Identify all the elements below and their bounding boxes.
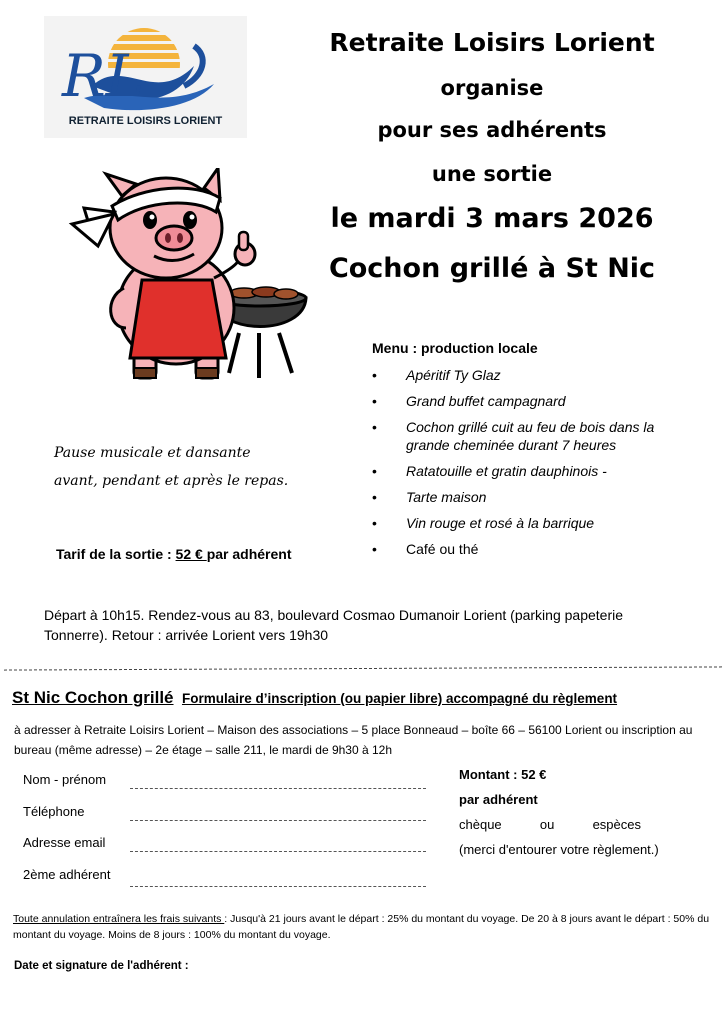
payment-options xyxy=(459,817,641,832)
header-line4: une sortie xyxy=(431,162,553,186)
menu-item: • Café ou thé xyxy=(372,541,479,557)
header-line2: organise xyxy=(440,76,544,100)
logo-graphic xyxy=(44,16,247,116)
payment-or: ou xyxy=(539,817,555,832)
form-title: St Nic Cochon grillé xyxy=(12,688,174,707)
svg-text:RL: RL xyxy=(62,42,145,110)
field-label-second-member: 2ème adhérent xyxy=(23,867,111,882)
tarif xyxy=(56,546,292,562)
cancellation-label: Toute annulation entraînera les frais suivants xyxy=(13,913,225,925)
cut-line xyxy=(4,666,722,670)
departure-info: Départ à 10h15. Rendez-vous au 83, boulevard Cosmao Dumanoir Lorient (parking papeterie Tonnerre). Retour : arrivée Lorient vers 19h30 xyxy=(44,607,624,643)
tarif-suffix: par adhérent xyxy=(206,546,292,562)
menu-item: • Vin rouge et rosé à la barrique xyxy=(372,515,595,531)
phone-field[interactable] xyxy=(130,819,426,821)
logo xyxy=(44,16,247,138)
field-label-phone: Téléphone xyxy=(23,804,85,819)
second-member-field[interactable] xyxy=(130,885,426,887)
cancellation-policy xyxy=(13,911,713,943)
menu-item: • Apéritif Ty Glaz xyxy=(372,367,501,383)
payment-note: (merci d'entourer votre règlement.) xyxy=(459,842,659,857)
menu-item: • Cochon grillé cuit au feu de bois dans la grande cheminée durant 7 heures xyxy=(372,419,655,453)
tarif-label: Tarif de la sortie : xyxy=(56,546,176,562)
header-line3: pour ses adhérents xyxy=(377,118,607,142)
menu-title: Menu : production locale xyxy=(372,340,538,356)
tarif-amount: 52 € xyxy=(175,546,207,562)
form-heading xyxy=(12,688,617,708)
email-field[interactable] xyxy=(130,850,426,852)
form-address: à adresser à Retraite Loisirs Lorient – Maison des associations – 5 place Bonneaud – boîte 66 – 56100 Lorient ou inscription au bureau (même adresse) – 2e étage – salle 211, le mardi de 9h30 à 12h xyxy=(14,723,693,757)
signature-label: Date et signature de l'adhérent : xyxy=(14,960,189,972)
form-subtitle: Formulaire d’inscription (ou papier libre) accompagné du règlement xyxy=(181,691,618,706)
name-field[interactable] xyxy=(130,787,426,789)
menu-item: • Ratatouille et gratin dauphinois - xyxy=(372,463,607,479)
payment-cheque[interactable]: chèque xyxy=(459,817,502,832)
field-label-email: Adresse email xyxy=(23,835,106,850)
cancellation-text: : Jusqu'à 21 jours avant le départ : 25% du montant du voyage. De 20 à 8 jours avant le départ : 50% du montant du voyage. Moins de 8 jours : 100% du montant du voyage. xyxy=(13,913,710,941)
pig-barbecue-illustration xyxy=(64,168,310,384)
event-date: le mardi 3 mars 2026 xyxy=(330,203,654,234)
amount-line-2: par adhérent xyxy=(459,792,538,807)
logo-text: RETRAITE LOISIRS LORIENT xyxy=(68,115,223,127)
menu-item: • Tarte maison xyxy=(372,489,487,505)
menu-list xyxy=(372,366,696,558)
field-label-name: Nom - prénom xyxy=(23,772,107,787)
music-line-1: Pause musicale et dansante xyxy=(54,445,251,461)
org-title: Retraite Loisirs Lorient xyxy=(329,28,655,57)
amount-line-1: Montant : 52 € xyxy=(459,767,547,782)
music-line-2: avant, pendant et après le repas. xyxy=(54,473,289,489)
menu-item: • Grand buffet campagnard xyxy=(372,393,566,409)
payment-cash[interactable]: espèces xyxy=(592,817,641,832)
event-title: Cochon grillé à St Nic xyxy=(328,253,656,284)
